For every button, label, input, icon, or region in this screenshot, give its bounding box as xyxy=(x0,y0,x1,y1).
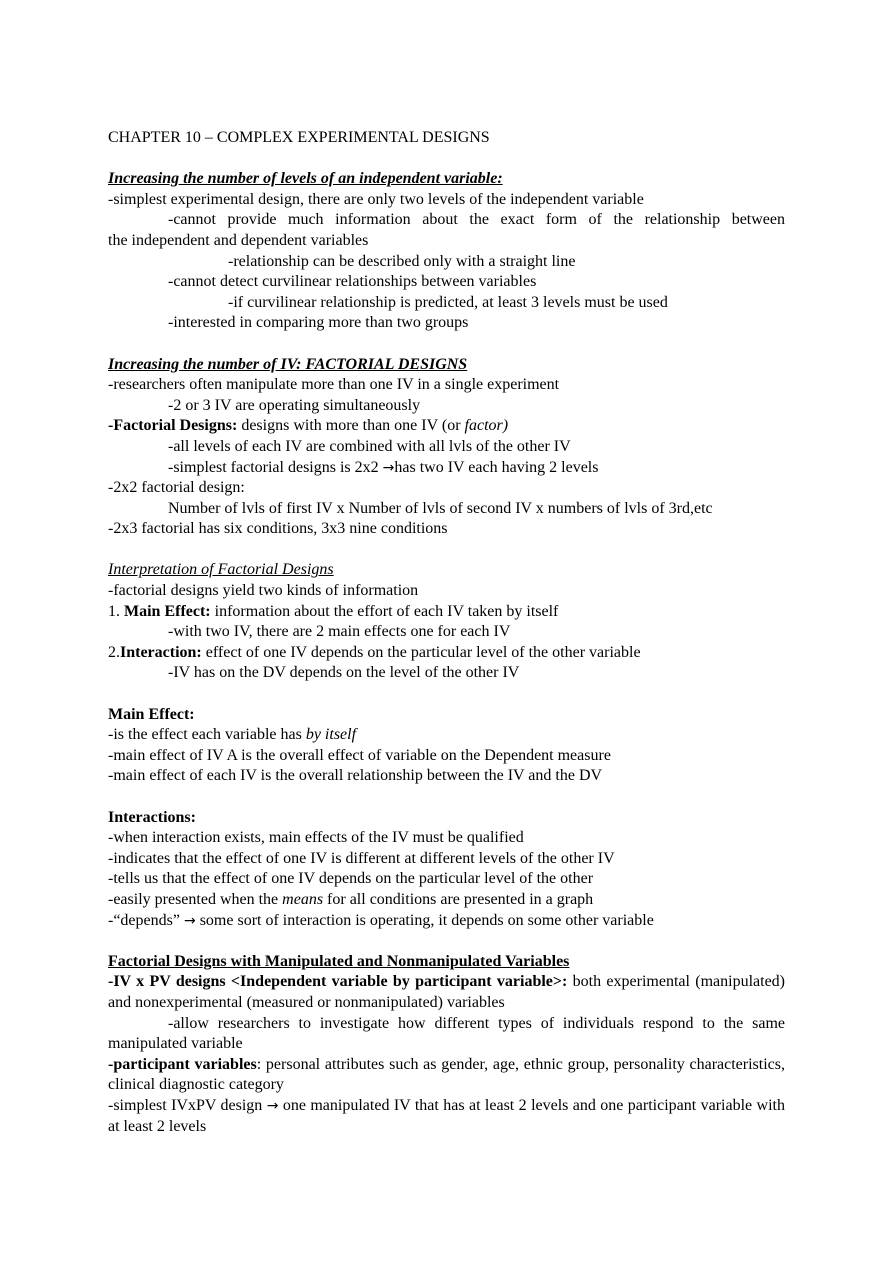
text-line: 2.Interaction: effect of one IV depends on the particular level of the other variable xyxy=(108,643,641,661)
text-line: -factorial designs yield two kinds of information xyxy=(108,582,419,600)
term-participant-variables: -participant variables xyxy=(108,1055,257,1073)
text-line: -with two IV, there are 2 main effects one for each IV xyxy=(168,623,511,641)
section-heading-interactions: Interactions: xyxy=(108,808,196,826)
section-heading-manipulated: Factorial Designs with Manipulated and Nonmanipulated Variables xyxy=(108,952,570,970)
text-line: -2 or 3 IV are operating simultaneously xyxy=(168,396,421,414)
text-line: -simplest factorial designs is 2x2 →has two IV each having 2 levels xyxy=(168,458,599,476)
term-factorial-designs: -Factorial Designs: xyxy=(108,417,238,435)
text-line: -relationship can be described only with a straight line xyxy=(228,252,576,270)
text-line: -2x2 factorial design: xyxy=(108,479,245,497)
text-line: -IV has on the DV depends on the level of the other IV xyxy=(168,664,520,682)
right-arrow-icon: → xyxy=(183,912,196,929)
text-line: 1. Main Effect: information about the effort of each IV taken by itself xyxy=(108,602,559,620)
text-line: -indicates that the effect of one IV is different at different levels of the other IV xyxy=(108,849,615,867)
text-paragraph: -simplest IVxPV design → one manipulated IV that has at least 2 levels and one participant variable with at least 2 levels xyxy=(108,1096,785,1135)
text-line: -researchers often manipulate more than one IV in a single experiment xyxy=(108,376,560,394)
text-line: -interested in comparing more than two groups xyxy=(168,314,469,332)
section-heading-interpretation: Interpretation of Factorial Designs xyxy=(108,561,334,579)
text-line: -when interaction exists, main effects of the IV must be qualified xyxy=(108,829,524,847)
text-line: -if curvilinear relationship is predicted, at least 3 levels must be used xyxy=(228,293,668,311)
section-heading-levels: Increasing the number of levels of an independent variable: xyxy=(108,170,503,188)
text-line: -main effect of each IV is the overall relationship between the IV and the DV xyxy=(108,767,603,785)
text-line: -tells us that the effect of one IV depends on the particular level of the other xyxy=(108,870,594,888)
right-arrow-icon: → xyxy=(266,1097,279,1114)
right-arrow-icon: → xyxy=(382,459,395,476)
section-heading-factorial: Increasing the number of IV: FACTORIAL DESIGNS xyxy=(108,355,468,373)
text-paragraph: -participant variables: personal attributes such as gender, age, ethnic group, personality characteristics, clinical diagnostic category xyxy=(108,1055,786,1094)
text-line: -simplest experimental design, there are only two levels of the independent variable xyxy=(108,190,644,208)
term-interaction: Interaction: xyxy=(120,643,202,661)
text-line: -2x3 factorial has six conditions, 3x3 nine conditions xyxy=(108,520,448,538)
text-paragraph: -IV x PV designs <Independent variable by participant variable>: both experimental (manipulated) and nonexperimental (measured or nonmanipulated) variables xyxy=(108,973,786,1011)
chapter-title: CHAPTER 10 – COMPLEX EXPERIMENTAL DESIGNS xyxy=(108,129,490,146)
term-ivxpv-designs: -IV x PV designs <Independent variable by participant variable>: xyxy=(108,973,568,991)
text-line: -Factorial Designs: designs with more than one IV (or factor) xyxy=(108,417,509,435)
document-body xyxy=(108,128,785,1137)
text-line: -main effect of IV A is the overall effect of variable on the Dependent measure xyxy=(108,746,611,764)
term-main-effect: Main Effect: xyxy=(124,602,211,620)
text-line: -“depends” → some sort of interaction is operating, it depends on some other variable xyxy=(108,911,654,929)
text-line: -easily presented when the means for all conditions are presented in a graph xyxy=(108,890,594,908)
text-line: -is the effect each variable has by itself xyxy=(108,726,357,744)
text-line: Number of lvls of first IV x Number of lvls of second IV x numbers of lvls of 3rd,etc xyxy=(168,499,713,517)
text-paragraph: -allow researchers to investigate how different types of individuals respond to the same manipulated variable xyxy=(108,1014,785,1053)
text-line: the independent and dependent variables xyxy=(108,231,369,249)
text-line: -cannot detect curvilinear relationships between variables xyxy=(168,273,537,291)
text-line: -all levels of each IV are combined with all lvls of the other IV xyxy=(168,437,571,455)
text-line: -cannot provide much information about the exact form of the relationship between xyxy=(168,211,785,229)
section-heading-main-effect: Main Effect: xyxy=(108,705,195,723)
